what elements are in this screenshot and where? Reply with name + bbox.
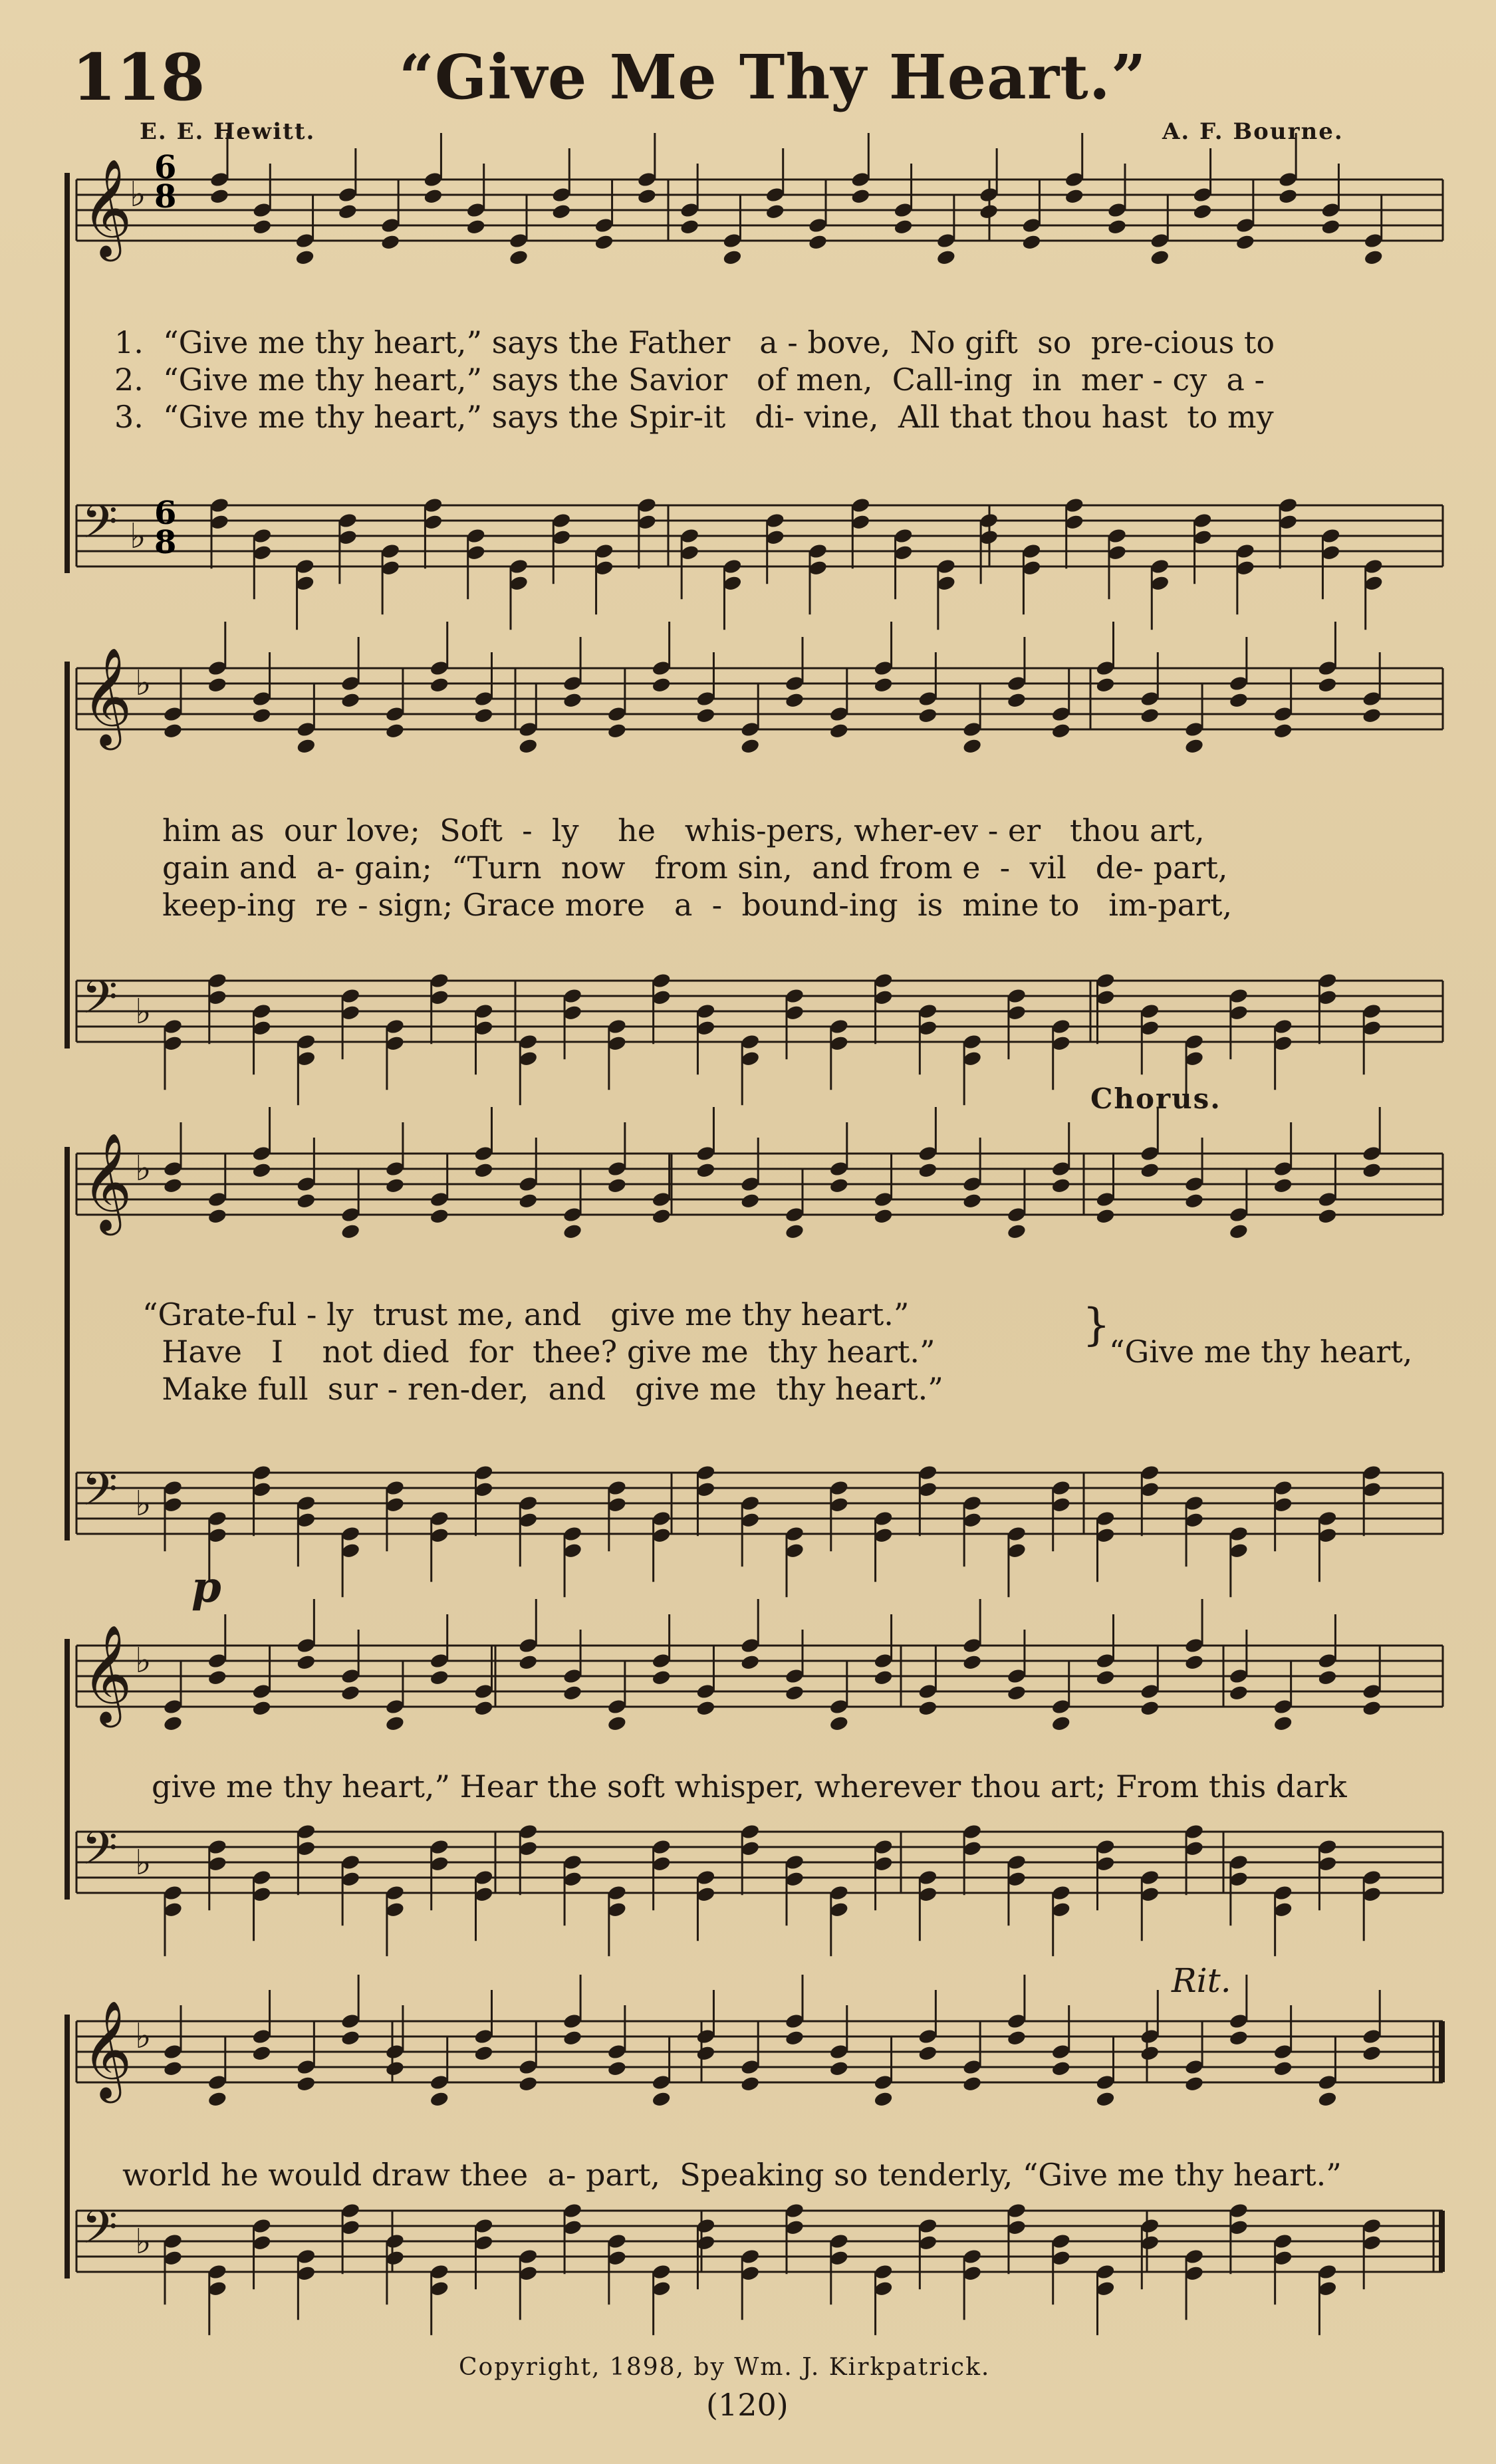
svg-text:𝄢: 𝄢 xyxy=(82,2200,118,2265)
svg-text:♭: ♭ xyxy=(135,1641,152,1681)
svg-text:♭: ♭ xyxy=(135,1149,152,1189)
lyric-verse-1-line-3: “Grate-ful - ly trust me, and give me thy heart.” xyxy=(142,1296,910,1332)
lyric-verse-3-line-3: Make full sur - ren-der, and give me thy heart.” xyxy=(142,1371,943,1407)
lyric-verse-2-line-3: Have I not died for thee? give me thy heart.” xyxy=(142,1334,935,1370)
dynamic-marking: p xyxy=(191,1562,221,1612)
composer-credit: A. F. Bourne. xyxy=(1162,118,1344,145)
svg-text:♭: ♭ xyxy=(135,664,152,703)
svg-text:♭: ♭ xyxy=(135,2017,152,2056)
lyric-verse-2-line-1: 2. “Give me thy heart,” says the Savior of men, Call-ing in mer - cy a - xyxy=(114,362,1265,398)
svg-text:𝄢: 𝄢 xyxy=(82,495,118,560)
svg-text:♭: ♭ xyxy=(135,1843,152,1883)
lyricist-credit: E. E. Hewitt. xyxy=(140,118,316,145)
svg-text:♭: ♭ xyxy=(135,2222,152,2262)
tempo-marking: Rit. xyxy=(1172,1961,1231,2000)
lyric-verse-3-line-1: 3. “Give me thy heart,” says the Spir-it di- vine, All that thou hast to my xyxy=(114,399,1274,435)
chorus-label: Chorus. xyxy=(1090,1082,1221,1115)
svg-text:𝄢: 𝄢 xyxy=(82,1821,118,1886)
svg-text:𝄢: 𝄢 xyxy=(82,970,118,1035)
time-signature-bass: 6 8 xyxy=(154,495,177,561)
svg-text:𝄞: 𝄞 xyxy=(82,647,132,746)
copyright-notice: Copyright, 1898, by Wm. J. Kirkpatrick. xyxy=(459,2354,991,2381)
lyric-chorus-start: “Give me thy heart, xyxy=(1109,1334,1413,1370)
verse-brace: } xyxy=(1082,1299,1110,1350)
svg-text:♭: ♭ xyxy=(130,517,146,556)
svg-text:♭: ♭ xyxy=(130,175,146,215)
lyric-verse-3-line-2: keep-ing re - sign; Grace more a - bound-ing is mine to im-part, xyxy=(162,887,1233,923)
time-signature-treble: 6 8 xyxy=(154,149,177,215)
hymn-title: “Give Me Thy Heart.” xyxy=(399,41,1147,113)
svg-text:♭: ♭ xyxy=(135,992,152,1032)
svg-text:𝄞: 𝄞 xyxy=(82,1624,132,1723)
note-heads xyxy=(163,133,1384,2335)
lyric-verse-1-line-1: 1. “Give me thy heart,” says the Father a - bove, No gift so pre-cious to xyxy=(114,324,1275,360)
hymn-number: 118 xyxy=(72,40,205,115)
svg-text:𝄞: 𝄞 xyxy=(82,158,132,257)
svg-text:𝄞: 𝄞 xyxy=(82,2000,132,2099)
svg-text:𝄢: 𝄢 xyxy=(82,1462,118,1527)
page-number: (120) xyxy=(706,2387,789,2423)
lyric-chorus-line-2: world he would draw thee a- part, Speaking so tenderly, “Give me thy heart.” xyxy=(122,2157,1342,2193)
svg-text:♭: ♭ xyxy=(135,1484,152,1524)
lyric-verse-1-line-2: him as our love; Soft - ly he whis-pers, wher-ev - er thou art, xyxy=(162,812,1205,848)
lyric-chorus-line-1: give me thy heart,” Hear the soft whisper, wherever thou art; From this dark xyxy=(152,1769,1347,1804)
svg-text:𝄞: 𝄞 xyxy=(82,1132,132,1231)
clef-glyphs xyxy=(82,158,152,2265)
lyric-verse-2-line-2: gain and a- gain; “Turn now from sin, and from e - vil de- part, xyxy=(162,850,1228,886)
